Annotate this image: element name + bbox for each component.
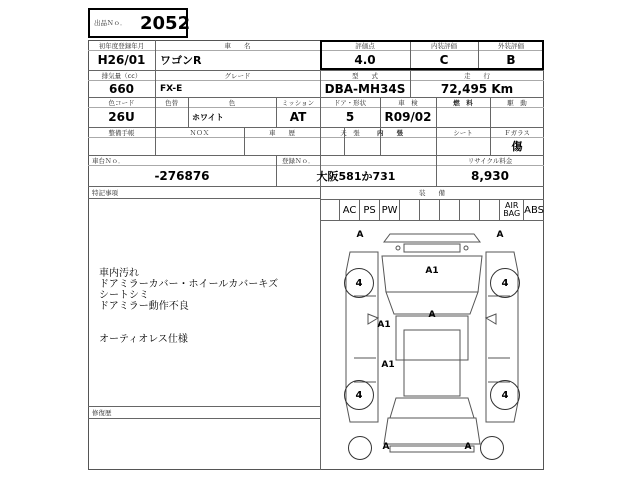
nox-label: ＮＯＸ [189, 128, 210, 137]
exterior-grade-label: 外装評価 [498, 41, 524, 50]
equip-ac: AC [340, 200, 360, 220]
spare-tire-right [480, 436, 504, 460]
equipment-title: 装 備 [419, 188, 445, 197]
lot-number: 2052 [140, 12, 191, 34]
equip-slot [480, 200, 500, 220]
tire-rear-left: 4 [344, 380, 374, 410]
note-line: ドアミラーカバー・ホイールカバーキズ [99, 279, 279, 290]
equip-ps: PS [360, 200, 380, 220]
equip-slot [440, 200, 460, 220]
front-bumper [384, 234, 480, 242]
rear-window [390, 398, 474, 418]
note-line: オーティオレス仕様 [99, 334, 188, 345]
color-code: 26U [108, 110, 135, 124]
mileage: 72,495 Km [440, 81, 514, 96]
overall-score: 4.0 [354, 53, 376, 67]
equip-slot [460, 200, 480, 220]
lot-number-label: 出品Ｎｏ． [94, 18, 127, 27]
registration-label: 登録Ｎｏ． [282, 156, 315, 165]
spare-tire-left [348, 436, 372, 460]
front-glass-label: Ｆガラス [504, 128, 530, 137]
note-line: ドアミラー動作不良 [99, 301, 189, 312]
model-label: 型 式 [352, 71, 378, 80]
equip-blank [320, 200, 340, 220]
equip-airbag: AIR BAG [500, 200, 524, 220]
chassis-number: -276876 [154, 168, 210, 183]
chassis-label: 車台Ｎｏ． [92, 156, 125, 165]
inspection: R09/02 [384, 110, 432, 124]
equip-abs: ABS [524, 204, 544, 216]
seat-label: シート [453, 128, 473, 137]
mark-top-left: A [356, 230, 364, 240]
exterior-grade: B [506, 53, 516, 67]
equipment-row [320, 199, 544, 221]
interior-grade-label: 内装評価 [431, 41, 457, 50]
equip-slot [420, 200, 440, 220]
equip-slot [400, 200, 420, 220]
notes-title: 特記事項 [92, 188, 118, 197]
mark-bottom-right: A [464, 442, 472, 452]
tire-front-left: 4 [344, 268, 374, 298]
grade: FX-E [160, 83, 183, 94]
front-glass: 傷 [511, 140, 523, 153]
note-line: 車内汚れ [99, 268, 139, 279]
doors-label: ドア・形状 [333, 98, 367, 107]
car-name: ワゴンR [160, 54, 202, 67]
mark-left-rear-door: A1 [381, 360, 395, 370]
tire-front-right: 4 [490, 268, 520, 298]
color-label: 色 [228, 98, 236, 107]
note-line [99, 312, 314, 323]
displacement-label: 排気量（cc） [101, 71, 142, 80]
grade-label: グレード [224, 71, 251, 80]
right-mirror [486, 314, 496, 324]
mileage-label: 走 行 [464, 71, 490, 80]
repair-history-label: 修復歴 [92, 408, 112, 417]
displacement: 660 [108, 81, 135, 96]
fuel-label: 燃 料 [453, 98, 473, 107]
mark-bottom-left: A [382, 442, 390, 452]
mark-hood: A1 [425, 266, 439, 276]
history-label: 車 歴 [269, 128, 295, 137]
year-label: 初年度登録年月 [98, 41, 145, 50]
registration-number: 大阪581か731 [316, 169, 396, 183]
first-registration: H26/01 [97, 53, 146, 67]
color-change-label: 色替 [165, 98, 178, 107]
score-label: 評価点 [355, 41, 375, 50]
recycle-fee-label: リサイクル料金 [467, 156, 513, 165]
interior-grade: C [439, 53, 449, 67]
color: ホワイト [192, 112, 224, 122]
mission-label: ミッション [281, 98, 315, 107]
notes-body [99, 268, 314, 345]
mark-top-right: A [496, 230, 504, 240]
recycle-fee: 8,930 [471, 168, 509, 183]
tire-rear-right: 4 [490, 380, 520, 410]
equip-pw: PW [380, 200, 400, 220]
car-name-label: 車 名 [224, 41, 251, 50]
color-code-label: 色コード [108, 98, 135, 107]
note-line: シートシミ [99, 290, 149, 301]
cabin-area [404, 330, 460, 396]
note-line [99, 323, 314, 334]
roof-panel [396, 316, 468, 360]
car-diagram [320, 222, 544, 470]
service-book-label: 整備手帳 [108, 128, 135, 137]
headliner-label: 天 張 [340, 128, 360, 137]
mark-roof: A [428, 310, 436, 320]
inspection-label: 車 検 [398, 98, 418, 107]
model-code: DBA-MH34S [324, 81, 406, 96]
interior-trim-label: 内 張 [377, 128, 403, 137]
mark-left-front-door: A1 [377, 320, 391, 330]
drive-label: 駆 動 [507, 98, 527, 107]
transmission: AT [289, 110, 307, 124]
front-grille [404, 244, 460, 252]
doors: 5 [345, 110, 355, 124]
